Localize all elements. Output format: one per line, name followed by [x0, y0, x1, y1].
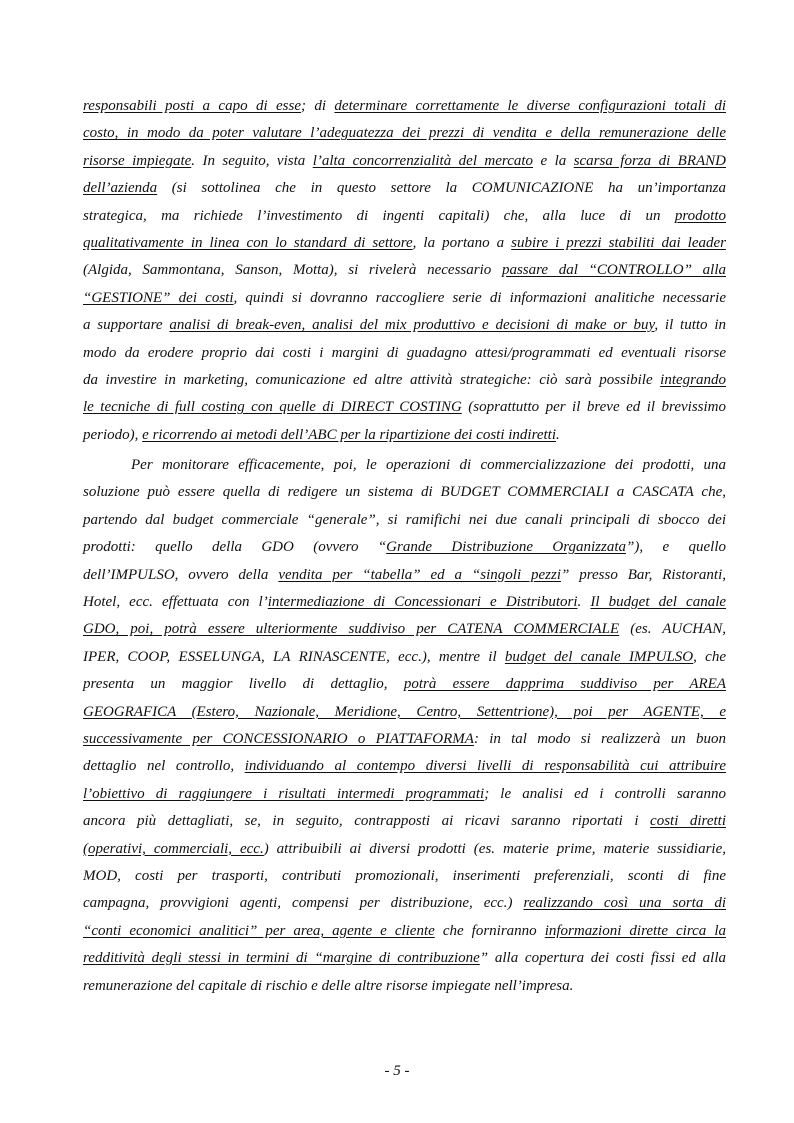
- underlined-text-span: costo, in modo da poter valutare l’adeguatezza dei prezzi di vendita e della remunerazione delle: [83, 125, 726, 142]
- text-span: (si sottolinea che in questo settore la COMUNICAZIONE ha un’importanza: [157, 180, 726, 197]
- underlined-text-span: potrà essere dapprima suddiviso per AREA: [403, 676, 726, 693]
- underlined-text-span: vendita per “tabella” ed a “singoli pezzi: [278, 566, 562, 583]
- text-line: [83, 396, 726, 418]
- underlined-text-span: scarsa forza di BRAND: [573, 152, 727, 169]
- text-span: ; di: [301, 98, 335, 114]
- underlined-text-span: passare dal “CONTROLLO” alla: [501, 262, 726, 279]
- text-line: [83, 287, 726, 309]
- page-number: - 5 -: [384, 1063, 410, 1079]
- underlined-text-span: individuando al contempo diversi livelli di responsabilità cui attribuire: [244, 758, 727, 775]
- text-span: (soprattutto per il breve ed il brevissimo: [461, 399, 726, 416]
- underlined-text-span: e ricorrendo ai metodi dell’ABC per la ripartizione dei costi indiretti: [142, 426, 557, 443]
- text-line: [83, 259, 726, 281]
- text-span: strategica, ma richiede l’investimento di ingenti capitali) che, alla luce di un: [83, 207, 675, 224]
- text-span: , il tutto in: [654, 317, 727, 334]
- text-span: ancora più dettagliati, se, in seguito, contrapposti ai ricavi saranno riportati i: [83, 813, 651, 830]
- text-span: ; le analisi ed i controlli saranno: [484, 785, 726, 802]
- text-line: [83, 342, 726, 364]
- text-line: [83, 865, 726, 887]
- text-line: [83, 783, 726, 805]
- text-line: [83, 314, 726, 336]
- text-line: [83, 975, 726, 997]
- text-span: , quindi si dovranno raccogliere serie di informazioni analitiche necessarie: [233, 289, 726, 306]
- underlined-text-span: Grande Distribuzione Organizzata: [386, 539, 627, 556]
- text-span: da investire in marketing, comunicazione ed altre attività strategiche: ciò sarà possibile: [83, 372, 661, 388]
- text-span: campagna, provvigioni agenti, compensi per distribuzione, ecc.): [83, 895, 524, 912]
- text-span: ” alla copertura dei costi fissi ed alla: [479, 950, 726, 967]
- text-line: [83, 232, 726, 254]
- underlined-text-span: budget del canale IMPULSO: [504, 648, 694, 665]
- text-line: [83, 673, 726, 695]
- text-line: [83, 95, 726, 117]
- text-line: [83, 892, 726, 914]
- text-span: dettaglio nel controllo,: [83, 758, 245, 775]
- underlined-text-span: “GESTIONE” dei costi: [83, 289, 234, 306]
- text-span: .: [556, 426, 560, 443]
- text-span: prodotti: quello della GDO (ovvero “: [83, 539, 387, 556]
- text-line: [83, 150, 726, 172]
- underlined-text-span: le tecniche di full costing con quelle di DIRECT COSTING: [83, 399, 462, 416]
- text-line: [83, 838, 726, 860]
- text-line: [131, 454, 726, 476]
- text-span: presenta un maggior livello di dettaglio,: [83, 676, 404, 693]
- text-line: [83, 591, 726, 613]
- text-line: [83, 122, 726, 144]
- underlined-text-span: determinare correttamente le diverse configurazioni totali di: [334, 98, 727, 114]
- underlined-text-span: integrando: [660, 372, 726, 388]
- text-line: [83, 618, 726, 640]
- underlined-text-span: responsabili posti a capo di esse: [83, 98, 301, 114]
- text-span: (es. AUCHAN,: [619, 621, 726, 638]
- text-span: remunerazione del capitale di rischio e delle altre risorse impiegate nell’impresa.: [83, 977, 574, 994]
- text-span: ) attribuibili ai diversi prodotti (es. materie prime, materie sussidiarie,: [263, 840, 727, 857]
- text-line: [83, 646, 726, 668]
- text-span: periodo),: [83, 426, 143, 443]
- text-line: [83, 509, 726, 531]
- underlined-text-span: realizzando così una sorta di: [523, 895, 726, 912]
- text-span: Hotel, ecc. effettuata con l’: [83, 594, 268, 610]
- underlined-text-span: analisi di break-even, analisi del mix produttivo e decisioni di make or buy: [169, 317, 655, 334]
- text-span: Per monitorare efficacemente, poi, le operazioni di commercializzazione dei prodotti, una: [131, 457, 726, 473]
- text-line: [83, 810, 726, 832]
- underlined-text-span: “conti economici analitici” per area, agente e cliente: [83, 922, 435, 939]
- text-span: e la: [533, 152, 574, 169]
- text-span: , che: [693, 648, 726, 665]
- text-line: [83, 424, 726, 446]
- underlined-text-span: l’alta concorrenzialità del mercato: [312, 152, 534, 169]
- text-line: [83, 564, 726, 586]
- underlined-text-span: (operativi, commerciali, ecc.: [83, 840, 264, 857]
- underlined-text-span: Il budget del canale: [590, 594, 727, 610]
- text-span: soluzione può essere quella di redigere un sistema di BUDGET COMMERCIALI a CASCATA che,: [83, 484, 726, 501]
- text-line: [83, 701, 726, 723]
- text-span: modo da erodere proprio dai costi i margini di guadagno attesi/programmati ed eventuali risorse: [83, 344, 726, 361]
- text-span: (Algida, Sammontana, Sanson, Motta), si rivelerà necessario: [83, 262, 502, 279]
- underlined-text-span: dell’azienda: [83, 180, 158, 197]
- text-span: : in tal modo si realizzerà un buon: [473, 731, 727, 747]
- text-span: che forniranno: [434, 922, 545, 939]
- underlined-text-span: costi diretti: [650, 813, 726, 830]
- text-span: ” presso Bar, Ristoranti,: [561, 566, 726, 583]
- underlined-text-span: qualitativamente in linea con lo standard di settore: [83, 235, 413, 251]
- text-span: IPER, COOP, ESSELUNGA, LA RINASCENTE, ecc.), mentre il: [83, 648, 505, 665]
- underlined-text-span: GDO, poi, potrà essere ulteriormente suddiviso per CATENA COMMERCIALE: [83, 621, 620, 638]
- text-span: . In seguito, vista: [191, 152, 313, 169]
- underlined-text-span: l’obiettivo di raggiungere i risultati intermedi programmati: [83, 785, 485, 802]
- underlined-text-span: redditività degli stessi in termini di “margine di contribuzione: [83, 950, 480, 967]
- text-line: [83, 177, 726, 199]
- underlined-text-span: successivamente per CONCESSIONARIO o PIATTAFORMA: [83, 731, 474, 747]
- text-span: , la portano a: [412, 235, 512, 251]
- underlined-text-span: subire i prezzi stabiliti dai leader: [511, 235, 726, 251]
- text-line: [83, 369, 726, 391]
- text-span: ”), e quello: [626, 539, 726, 556]
- text-span: .: [577, 594, 591, 610]
- underlined-text-span: prodotto: [674, 207, 726, 224]
- underlined-text-span: risorse impiegate: [83, 152, 192, 169]
- underlined-text-span: informazioni dirette circa la: [544, 922, 726, 939]
- text-line: [83, 728, 726, 750]
- text-line: [83, 536, 726, 558]
- text-span: a supportare: [83, 317, 170, 334]
- text-line: [83, 947, 726, 969]
- text-line: [83, 205, 726, 227]
- text-span: dell’IMPULSO, ovvero della: [83, 566, 279, 583]
- text-span: partendo dal budget commerciale “generale”, si ramifichi nei due canali principali di sbocco dei: [83, 511, 726, 528]
- text-line: [83, 920, 726, 942]
- underlined-text-span: intermediazione di Concessionari e Distributori: [267, 594, 578, 610]
- text-line: [83, 481, 726, 503]
- text-span: MOD, costi per trasporti, contributi promozionali, inserimenti preferenziali, sconti di fine: [83, 868, 726, 884]
- underlined-text-span: GEOGRAFICA (Estero, Nazionale, Meridione, Centro, Settentrione), poi per AGENTE, e: [83, 703, 726, 720]
- text-line: [83, 755, 726, 777]
